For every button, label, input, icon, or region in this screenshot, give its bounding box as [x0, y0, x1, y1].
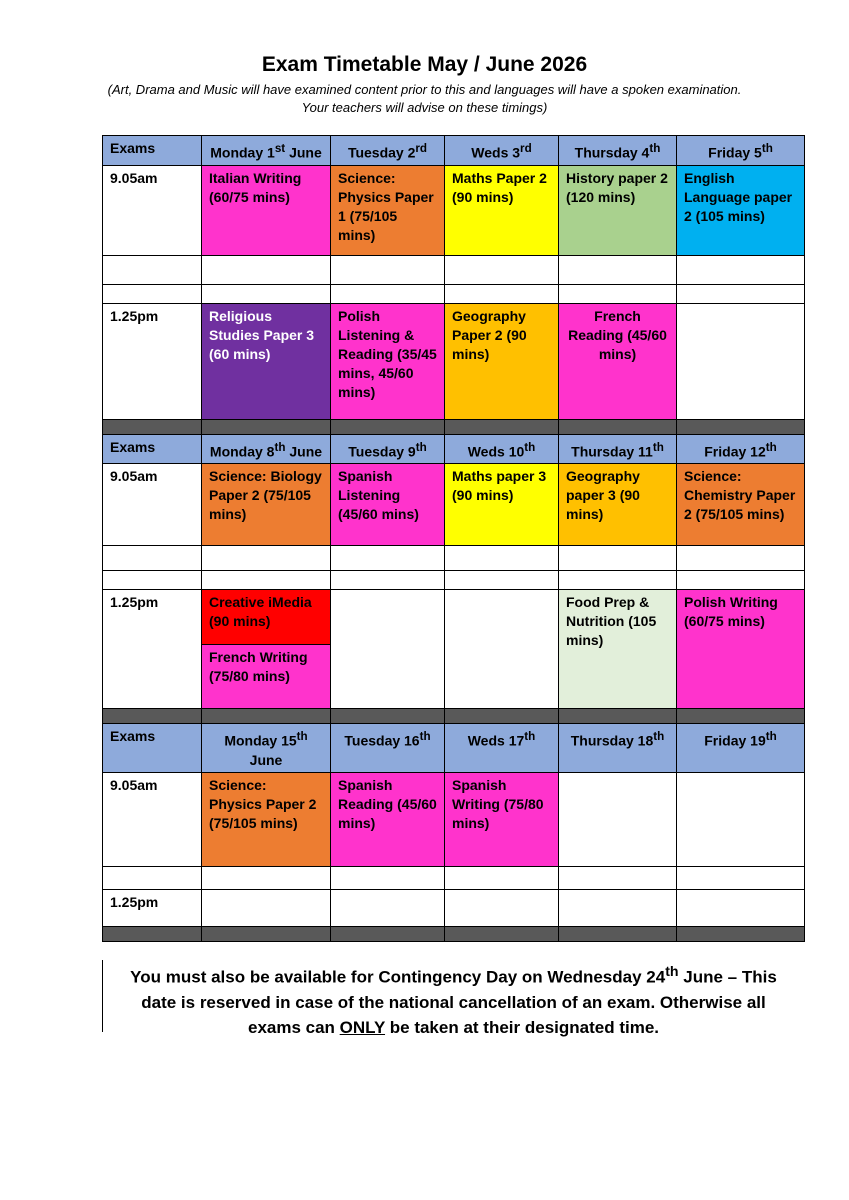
day-header: Tuesday 16th — [331, 724, 445, 773]
time-slot-pm: 1.25pm — [103, 303, 202, 419]
contingency-notice: You must also be available for Contingency Day on Wednesday 24th June – This date is reserved in case of the national cancellation of an exam. Otherwise all exams can ONLY be taken at their designated time. — [102, 960, 804, 1032]
day-header: Monday 15th June — [202, 724, 331, 773]
exam-cell: History paper 2 (120 mins) — [559, 165, 677, 255]
exam-cell: Spanish Writing (75/80 mins) — [445, 772, 559, 866]
week-3-pm-row — [103, 889, 805, 926]
exam-cell: Creative iMedia (90 mins) — [202, 590, 330, 644]
exam-timetable — [102, 135, 805, 942]
subtitle-line-2: Your teachers will advise on these timings) — [301, 100, 548, 115]
exam-cell: Maths Paper 2 (90 mins) — [445, 165, 559, 255]
week-2-pm-row — [103, 590, 805, 709]
exam-cell-empty — [202, 889, 331, 926]
day-header: Friday 19th — [677, 724, 805, 773]
exam-cell-empty — [445, 889, 559, 926]
exam-cell: Science: Chemistry Paper 2 (75/105 mins) — [677, 464, 805, 546]
exam-cell: Geography paper 3 (90 mins) — [559, 464, 677, 546]
exam-cell-empty — [677, 889, 805, 926]
week-1-pm-row — [103, 303, 805, 419]
day-header: Friday 5th — [677, 136, 805, 166]
exam-cell: Polish Writing (60/75 mins) — [677, 590, 805, 709]
week-3-am-row — [103, 772, 805, 866]
day-header: Thursday 11th — [559, 434, 677, 464]
day-header: Weds 3rd — [445, 136, 559, 166]
week-2-am-row — [103, 464, 805, 546]
exam-cell: Food Prep & Nutrition (105 mins) — [559, 590, 677, 709]
week-1-header-row — [103, 136, 805, 166]
spacer-row — [103, 866, 805, 889]
exam-cell-empty — [677, 303, 805, 419]
week-1-am-row — [103, 165, 805, 255]
exam-cell: English Language paper 2 (105 mins) — [677, 165, 805, 255]
spacer-row — [103, 284, 805, 303]
exam-cell-empty — [677, 772, 805, 866]
exams-label: Exams — [103, 724, 202, 773]
exam-cell: French Writing (75/80 mins) — [202, 644, 330, 708]
exam-cell: Spanish Listening (45/60 mins) — [331, 464, 445, 546]
time-slot-pm: 1.25pm — [103, 590, 202, 709]
exams-label: Exams — [103, 136, 202, 166]
spacer-row — [103, 546, 805, 571]
exam-cell: Polish Listening & Reading (35/45 mins, 45/60 mins) — [331, 303, 445, 419]
exam-cell: Science: Physics Paper 1 (75/105 mins) — [331, 165, 445, 255]
exam-cell: Geography Paper 2 (90 mins) — [445, 303, 559, 419]
page-title: Exam Timetable May / June 2026 — [261, 53, 588, 76]
time-slot-am: 9.05am — [103, 165, 202, 255]
subtitle-line-1: (Art, Drama and Music will have examined content prior to this and languages will have a spoken examination. — [107, 82, 742, 97]
time-slot-am: 9.05am — [103, 772, 202, 866]
exams-label: Exams — [103, 434, 202, 464]
week-3-header-row — [103, 724, 805, 773]
time-slot-am: 9.05am — [103, 464, 202, 546]
exam-cell: Italian Writing (60/75 mins) — [202, 165, 331, 255]
exam-cell-empty — [559, 889, 677, 926]
time-slot-pm: 1.25pm — [103, 889, 202, 926]
day-header: Thursday 18th — [559, 724, 677, 773]
week-separator — [103, 419, 805, 434]
spacer-row — [103, 255, 805, 284]
day-header: Weds 17th — [445, 724, 559, 773]
exam-cell-empty — [559, 772, 677, 866]
exam-cell-split — [202, 590, 331, 709]
day-header: Tuesday 9th — [331, 434, 445, 464]
week-2-header-row — [103, 434, 805, 464]
week-separator — [103, 926, 805, 941]
exam-cell: Religious Studies Paper 3 (60 mins) — [202, 303, 331, 419]
exam-cell: Spanish Reading (45/60 mins) — [331, 772, 445, 866]
emphasis-only: ONLY — [339, 1017, 386, 1037]
spacer-row — [103, 571, 805, 590]
day-header: Weds 10th — [445, 434, 559, 464]
day-header: Tuesday 2rd — [331, 136, 445, 166]
week-separator — [103, 709, 805, 724]
day-header: Thursday 4th — [559, 136, 677, 166]
exam-cell: French Reading (45/60 mins) — [559, 303, 677, 419]
exam-cell-empty — [331, 590, 445, 709]
day-header: Friday 12th — [677, 434, 805, 464]
exam-cell: Maths paper 3 (90 mins) — [445, 464, 559, 546]
exam-cell: Science: Biology Paper 2 (75/105 mins) — [202, 464, 331, 546]
day-header: Monday 1st June — [202, 136, 331, 166]
day-header: Monday 8th June — [202, 434, 331, 464]
exam-cell: Science: Physics Paper 2 (75/105 mins) — [202, 772, 331, 866]
exam-cell-empty — [331, 889, 445, 926]
exam-cell-empty — [445, 590, 559, 709]
